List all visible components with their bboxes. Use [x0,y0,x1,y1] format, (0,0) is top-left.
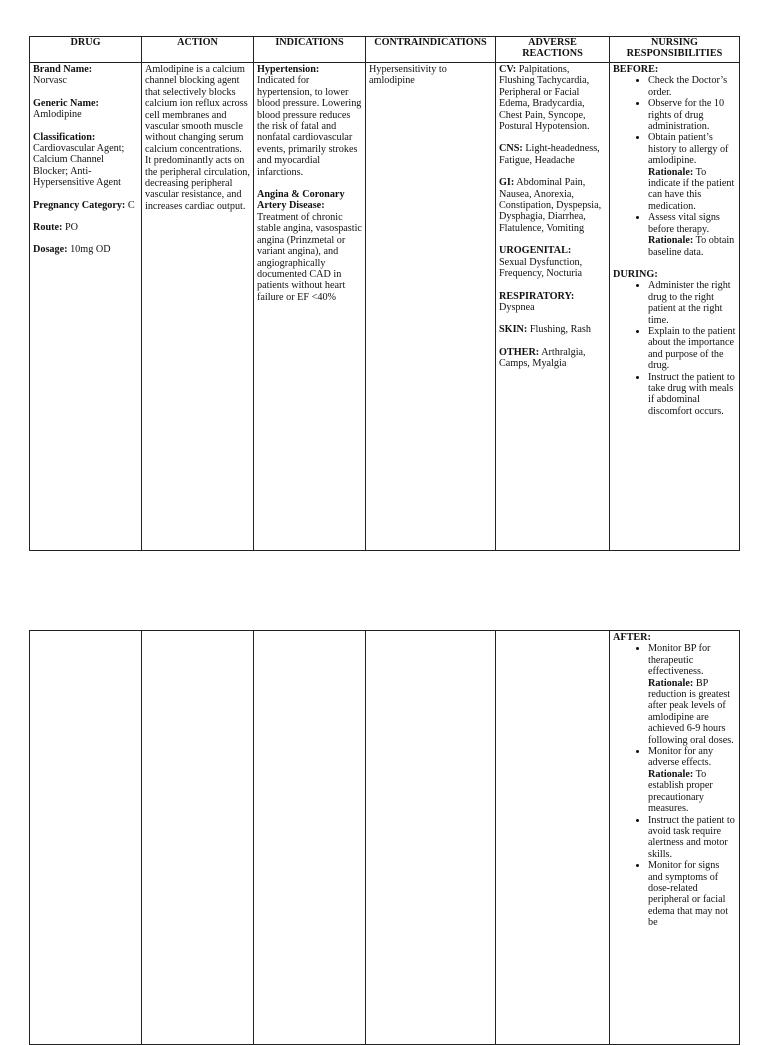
adverse-urogenital [499,245,606,279]
header-action: ACTION [142,37,254,63]
nursing-after-cell [610,631,740,1045]
before-item-text: Check the Doctor’s order. [648,75,728,98]
empty-drug-cell [30,631,142,1045]
dosage-value: 10mg OD [70,244,111,256]
after-label: AFTER: [613,632,651,643]
empty-indications-cell [254,631,366,1045]
adverse-cv [499,64,606,132]
angina-text: Treatment of chronic stable angina, vasospastic angina (Prinzmetal or variant angina), and angiographically documented CAD in patients without heart failure or EF <40% [257,211,362,303]
indications-cell [254,63,366,551]
header-nursing-responsibilities: NURSING RESPONSIBILITIES [610,37,740,63]
indication-hypertension [257,64,362,178]
header-indications: INDICATIONS [254,37,366,63]
empty-action-cell [142,631,254,1045]
before-item [648,98,736,132]
brand-name [33,64,138,87]
before-label: BEFORE: [613,64,659,75]
brand-label: Brand Name: [33,64,93,75]
empty-contraindications-cell [366,631,496,1045]
after-item [648,815,736,861]
pregnancy-value: C [127,199,135,211]
classification [33,132,138,189]
during-item [648,326,736,372]
drug-cell [30,63,142,551]
respiratory-text: Dyspnea [499,301,535,313]
during-label: DURING: [613,268,658,280]
adverse-cns [499,143,606,166]
angina-label: Angina & Coronary Artery Disease: [257,189,345,212]
header-row [30,37,740,63]
cns-label: CNS: [499,143,523,155]
rationale-text: BP reduction is greatest after peak levels of amlodipine are achieved 6-9 hours following oral doses. [648,677,734,746]
empty-adverse-cell [496,631,610,1045]
content-row [30,63,740,551]
before-list [613,75,736,258]
dosage [33,244,138,255]
indication-angina [257,189,362,303]
after-list [613,643,736,928]
during-item-text: Administer the right drug to the right patient at the right time. [648,280,731,326]
generic-label: Generic Name: [33,97,99,109]
route-label: Route: [33,222,63,234]
during-list [613,280,736,417]
after-item-text: Monitor for signs and symptoms of dose-related peripheral or facial edema that may not be [648,860,729,929]
after-item-text: Instruct the patient to avoid task require alertness and motor skills. [648,814,735,860]
hypertension-label: Hypertension: [257,64,320,75]
rationale-text: To obtain baseline data. [648,235,735,258]
continuation-row [30,631,740,1045]
skin-label: SKIN: [499,324,528,336]
before-item [648,75,736,98]
other-text: Arthralgia, Camps, Myalgia [499,346,586,370]
before-item [648,132,736,212]
dosage-label: Dosage: [33,244,68,256]
cns-text: Light-headedness, Fatigue, Headache [499,143,600,166]
cv-text: Palpitations, Flushing Tachycardia, Peripheral or Facial Edema, Bradycardia, Chest Pain, Syncope, Postural Hypotension. [499,64,590,133]
before-item-text: Obtain patient’s history to allergy of amlodipine. [648,132,729,167]
respiratory-label: RESPIRATORY: [499,290,575,302]
generic-name [33,98,138,121]
urogenital-label: UROGENITAL: [499,245,572,257]
rationale-label: Rationale: [648,166,694,178]
rationale-text: To indicate if the patient can have this medication. [648,166,735,212]
after-item [648,643,736,746]
contraindications-text: Hypersensitivity to amlodipine [369,64,447,87]
rationale-label: Rationale: [648,235,694,247]
gi-label: GI: [499,177,515,189]
classification-value: Cardiovascular Agent; Calcium Channel Blocker; Anti-Hypersensitive Agent [33,143,125,189]
header-adverse-reactions: ADVERSE REACTIONS [496,37,610,63]
contraindications-cell [366,63,496,551]
route-value: PO [64,222,79,234]
pregnancy-label: Pregnancy Category: [33,199,126,211]
before-item-text: Observe for the 10 rights of drug administration. [648,98,725,133]
gi-text: Abdominal Pain, Nausea, Anorexia, Constipation, Dyspepsia, Dysphagia, Diarrhea, Flatulence, Vomiting [499,177,602,234]
header-drug: DRUG [30,37,142,63]
during-item [648,280,736,326]
route [33,222,138,233]
adverse-respiratory [499,291,606,314]
adverse-other [499,347,606,370]
action-cell [142,63,254,551]
after-item-text: Monitor BP for therapeutic effectiveness. [648,643,711,678]
adverse-gi [499,177,606,234]
adverse-reactions-cell [496,63,610,551]
generic-value: Amlodipine [33,109,82,121]
after-item [648,746,736,814]
during-item-text: Instruct the patient to take drug with meals if abdominal discomfort occurs. [648,371,735,417]
brand-value: Norvasc [33,75,67,87]
action-text: Amlodipine is a calcium channel blocking agent that selectively blocks calcium ion reflux across cell membranes and vascular smooth muscle without changing serum calcium concentrations. It predominantly acts on the peripheral circulation, decreasing peripheral vascular resistance, and increases cardiac output. [145,64,250,212]
nursing-cell [610,63,740,551]
drug-study-table-page1 [29,36,740,551]
adverse-skin [499,324,606,335]
header-contraindications: CONTRAINDICATIONS [366,37,496,63]
before-item [648,212,736,258]
drug-study-table-page2 [29,630,740,1045]
pregnancy-category [33,200,138,211]
after-item-text: Monitor for any adverse effects. [648,746,714,769]
rationale-label: Rationale: [648,768,694,780]
skin-text: Flushing, Rash [529,324,591,336]
hypertension-text: Indicated for hypertension, to lower blood pressure. Lowering blood pressure reduces the risk of fatal and nonfatal cardiovascular events, primarily strokes and myocardial infarctions. [257,75,362,178]
rationale-text: To establish proper precautionary measures. [648,768,713,815]
during-item [648,372,736,418]
other-label: OTHER: [499,346,540,358]
during-item-text: Explain to the patient about the importance and purpose of the drug. [648,325,736,372]
before-item-text: Assess vital signs before therapy. [648,212,720,235]
cv-label: CV: [499,64,517,75]
after-item [648,860,736,928]
rationale-label: Rationale: [648,677,694,689]
urogenital-text: Sexual Dysfunction, Frequency, Nocturia [499,256,583,280]
classification-label: Classification: [33,131,96,143]
